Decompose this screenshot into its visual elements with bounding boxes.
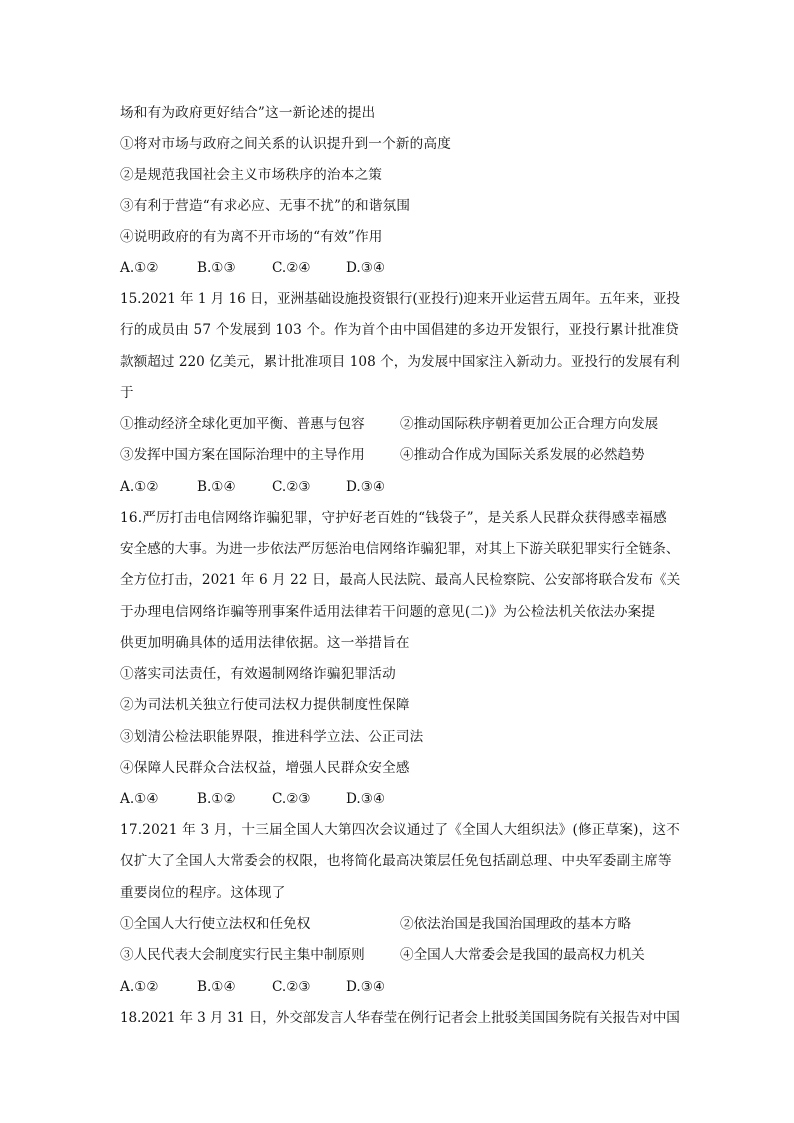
- q16-option-3: ③划清公检法职能界限，推进科学立法、公正司法: [120, 729, 424, 745]
- q17-options-row-2: [120, 945, 680, 965]
- q17-option-4: ④全国人大常委会是我国的最高权力机关: [400, 947, 645, 963]
- q18-stem-line-1: 18.2021 年 3 月 31 日，外交部发言人华春莹在例行记者会上批驳美国国务院有关报告对中国: [120, 1010, 680, 1026]
- q14-option-1: ①将对市场与政府之间关系的认识提升到一个新的高度: [120, 136, 452, 152]
- q14-stem-tail: 场和有为政府更好结合”这一新论述的提出: [120, 105, 376, 121]
- q14-option-4: ④说明政府的有为离不开市场的“有效”作用: [120, 229, 383, 245]
- q16-option-2: ②为司法机关独立行使司法权力提供制度性保障: [120, 697, 410, 713]
- q15-option-1: ①推动经济全球化更加平衡、普惠与包容: [120, 416, 365, 432]
- q17-stem-line-3: 重要岗位的程序。这体现了: [120, 885, 286, 901]
- q16-stem-line-2: 安全感的大事。为进一步依法严厉惩治电信网络诈骗犯罪，对其上下游关联犯罪实行全链条、: [120, 541, 680, 557]
- q16-stem-line-5: 供更加明确具体的适用法律依据。这一举措旨在: [120, 635, 410, 651]
- q14-choice-c: C.②④: [272, 260, 311, 276]
- q15-options-row-1: [120, 414, 680, 434]
- q14-choice-d: D.③④: [346, 260, 386, 276]
- q14-choice-b: B.①③: [197, 260, 236, 276]
- q14-option-2: ②是规范我国社会主义市场秩序的治本之策: [120, 167, 383, 183]
- q15-stem-line-2: 行的成员由 57 个发展到 103 个。作为首个由中国倡建的多边开发银行，亚投行累计批准贷: [120, 322, 679, 338]
- q15-option-2: ②推动国际秩序朝着更加公正合理方向发展: [400, 416, 659, 432]
- q16-choice-d: D.③④: [346, 791, 386, 807]
- q16-option-1: ①落实司法责任，有效遏制网络诈骗犯罪活动: [120, 666, 396, 682]
- q15-option-3: ③发挥中国方案在国际治理中的主导作用: [120, 447, 365, 463]
- q17-option-1: ①全国人大行使立法权和任免权: [120, 916, 311, 932]
- q17-stem-line-1: 17.2021 年 3 月，十三届全国人大第四次会议通过了《全国人大组织法》(修正草案)，这不: [120, 822, 681, 838]
- q15-stem-line-4: 于: [120, 385, 134, 401]
- q16-choice-b: B.①②: [197, 791, 236, 807]
- q17-choices: [120, 977, 680, 997]
- q15-choice-a: A.①②: [120, 479, 159, 495]
- q17-options-row-1: [120, 914, 680, 934]
- q14-option-3: ③有利于营造“有求必应、无事不扰”的和谐氛围: [120, 198, 411, 214]
- q15-stem-line-3: 款额超过 220 亿美元，累计批准项目 108 个，为发展中国家注入新动力。亚投行的发展有利: [120, 354, 680, 370]
- q16-stem-line-1: 16.严厉打击电信网络诈骗犯罪，守护好老百姓的“钱袋子”，是关系人民群众获得感幸福感: [120, 510, 667, 526]
- q17-stem-line-2: 仅扩大了全国人大常委会的权限，也将简化最高决策层任免包括副总理、中央军委副主席等: [120, 853, 672, 869]
- q17-choice-c: C.②③: [272, 979, 311, 995]
- q15-choice-d: D.③④: [346, 479, 386, 495]
- q14-choice-a: A.①②: [120, 260, 159, 276]
- q15-stem-line-1: 15.2021 年 1 月 16 日，亚洲基础设施投资银行(亚投行)迎来开业运营五周年。五年来，亚投: [120, 291, 680, 307]
- q15-options-row-2: [120, 445, 680, 465]
- q17-option-3: ③人民代表大会制度实行民主集中制原则: [120, 947, 365, 963]
- q16-choice-c: C.②③: [272, 791, 311, 807]
- q15-choice-b: B.①④: [197, 479, 236, 495]
- q16-stem-line-3: 全方位打击，2021 年 6 月 22 日，最高人民法院、最高人民检察院、公安部将联合发布《关: [120, 572, 681, 588]
- q15-choice-c: C.②③: [272, 479, 311, 495]
- q15-choices: [120, 477, 680, 497]
- q17-option-2: ②依法治国是我国治国理政的基本方略: [400, 916, 632, 932]
- q17-choice-d: D.③④: [346, 979, 386, 995]
- q17-choice-a: A.①②: [120, 979, 159, 995]
- q16-choices: [120, 789, 680, 809]
- q16-stem-line-4: 于办理电信网络诈骗等刑事案件适用法律若干问题的意见(二)》为公检法机关依法办案提: [120, 604, 656, 620]
- q16-option-4: ④保障人民群众合法权益，增强人民群众安全感: [120, 760, 410, 776]
- q14-choices: [120, 258, 680, 278]
- q17-choice-b: B.①④: [197, 979, 236, 995]
- q16-choice-a: A.①④: [120, 791, 159, 807]
- q15-option-4: ④推动合作成为国际关系发展的必然趋势: [400, 447, 645, 463]
